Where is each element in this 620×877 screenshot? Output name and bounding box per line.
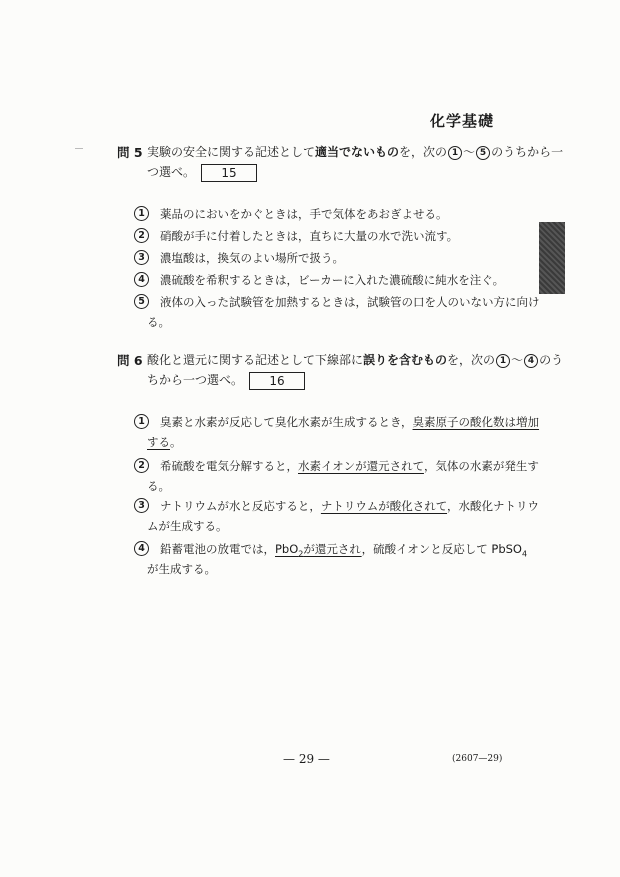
q5-range-end: 5 [476, 146, 490, 160]
q6-option-3-pre: ナトリウムが水と反応すると， [160, 499, 321, 513]
q6-option-3-line2: ムが生成する。 [147, 519, 228, 533]
q5-prompt-c: のうちから一 [491, 145, 564, 159]
q6-option-4-underlined-text: が還元され [303, 542, 362, 556]
q6-option-4-formula: PbO [275, 542, 299, 556]
q5-prompt-line2-text: つ選べ。 [147, 165, 196, 179]
q6-option-2-underlined: 水素イオンが還元されて [298, 459, 424, 473]
q5-option-4-text: 濃硫酸を希釈するときは，ビーカーに入れた濃硫酸に純水を注ぐ。 [160, 273, 505, 287]
q6-prompt-b: を，次の [447, 353, 496, 367]
q5-range-sep: 〜 [463, 145, 476, 159]
q6-option-2-pre: 希硫酸を電気分解すると， [160, 459, 298, 473]
q6-range-end: 4 [524, 354, 538, 368]
page-code: (2607—29) [452, 754, 503, 764]
q6-prompt-a: 酸化と還元に関する記述として下線部に [147, 353, 364, 367]
q5-option-5-number[interactable]: 5 [134, 294, 149, 309]
q6-option-4-pre: 鉛蓄電池の放電では， [160, 542, 275, 556]
q6-prompt-line2 [147, 371, 305, 390]
q5-prompt-line2 [147, 163, 257, 182]
q6-option-1-number[interactable]: 1 [134, 414, 149, 429]
q5-option-4-number[interactable]: 4 [134, 272, 149, 287]
q5-prompt-a: 実験の安全に関する記述として [147, 145, 316, 159]
q6-option-4-line2: が生成する。 [147, 562, 216, 576]
q6-option-4-post: ，硫酸イオンと反応して PbSO [361, 542, 522, 556]
q6-option-2-line2: る。 [147, 479, 170, 493]
q5-number: 問 5 [117, 145, 143, 160]
q6-option-1-post: 。 [170, 435, 182, 449]
q5-option-2-number[interactable]: 2 [134, 228, 149, 243]
margin-mark [75, 148, 83, 149]
q6-option-3-number[interactable]: 3 [134, 498, 149, 513]
q6-prompt-bold: 誤りを含むもの [363, 353, 448, 367]
subject-title: 化学基礎 [430, 112, 495, 130]
q5-option-3-text: 濃塩酸は，換気のよい場所で扱う。 [160, 251, 344, 265]
q5-option-3-number[interactable]: 3 [134, 250, 149, 265]
q6-prompt-line1 [147, 351, 563, 368]
q6-answer-box[interactable]: 16 [249, 372, 305, 390]
q6-option-4-formula-sub: 2 [298, 549, 304, 559]
q6-option-1-underlined: 臭素原子の酸化数は増加 [412, 415, 540, 429]
q6-option-4-post-sub: 4 [522, 549, 528, 559]
q5-prompt-line1 [147, 143, 563, 160]
q6-option-4-number[interactable]: 4 [134, 541, 149, 556]
q6-option-4-line1 [160, 541, 527, 558]
q6-option-2-post: ，気体の水素が発生す [423, 459, 539, 473]
q6-option-3-post: ，水酸化ナトリウ [447, 499, 540, 513]
page-number: — 29 — [283, 752, 330, 766]
q6-number: 問 6 [117, 353, 143, 368]
q6-range-sep: 〜 [511, 353, 524, 367]
q5-option-1-number[interactable]: 1 [134, 206, 149, 221]
q5-range-start: 1 [448, 146, 462, 160]
q6-prompt-line2-text: ちから一つ選べ。 [147, 373, 244, 387]
q5-option-5-text: 液体の入った試験管を加熱するときは，試験管の口を人のいない方に向け [160, 295, 540, 309]
section-side-tab [539, 222, 565, 294]
q5-prompt-bold: 適当でないもの [315, 145, 400, 159]
q6-option-4-underlined [275, 542, 362, 559]
q6-option-1-underlined-cont: する [147, 435, 170, 449]
q6-option-2-number[interactable]: 2 [134, 458, 149, 473]
q6-option-1-line2 [147, 434, 182, 450]
q6-option-3-line1 [160, 498, 539, 514]
q6-option-3-underlined: ナトリウムが酸化されて [320, 499, 448, 513]
q6-option-2-line1 [160, 458, 539, 474]
q5-option-5-text-cont: る。 [147, 315, 170, 329]
q5-answer-box[interactable]: 15 [201, 164, 257, 182]
q6-option-1-line1 [160, 414, 539, 430]
q5-prompt-b: を，次の [399, 145, 448, 159]
q5-option-1-text: 薬品のにおいをかぐときは，手で気体をあおぎよせる。 [160, 207, 448, 221]
q6-option-1-pre: 臭素と水素が反応して臭化水素が生成するとき， [160, 415, 413, 429]
q5-option-2-text: 硝酸が手に付着したときは，直ちに大量の水で洗い流す。 [160, 229, 459, 243]
q6-range-start: 1 [496, 354, 510, 368]
q6-prompt-c: のう [539, 353, 564, 367]
